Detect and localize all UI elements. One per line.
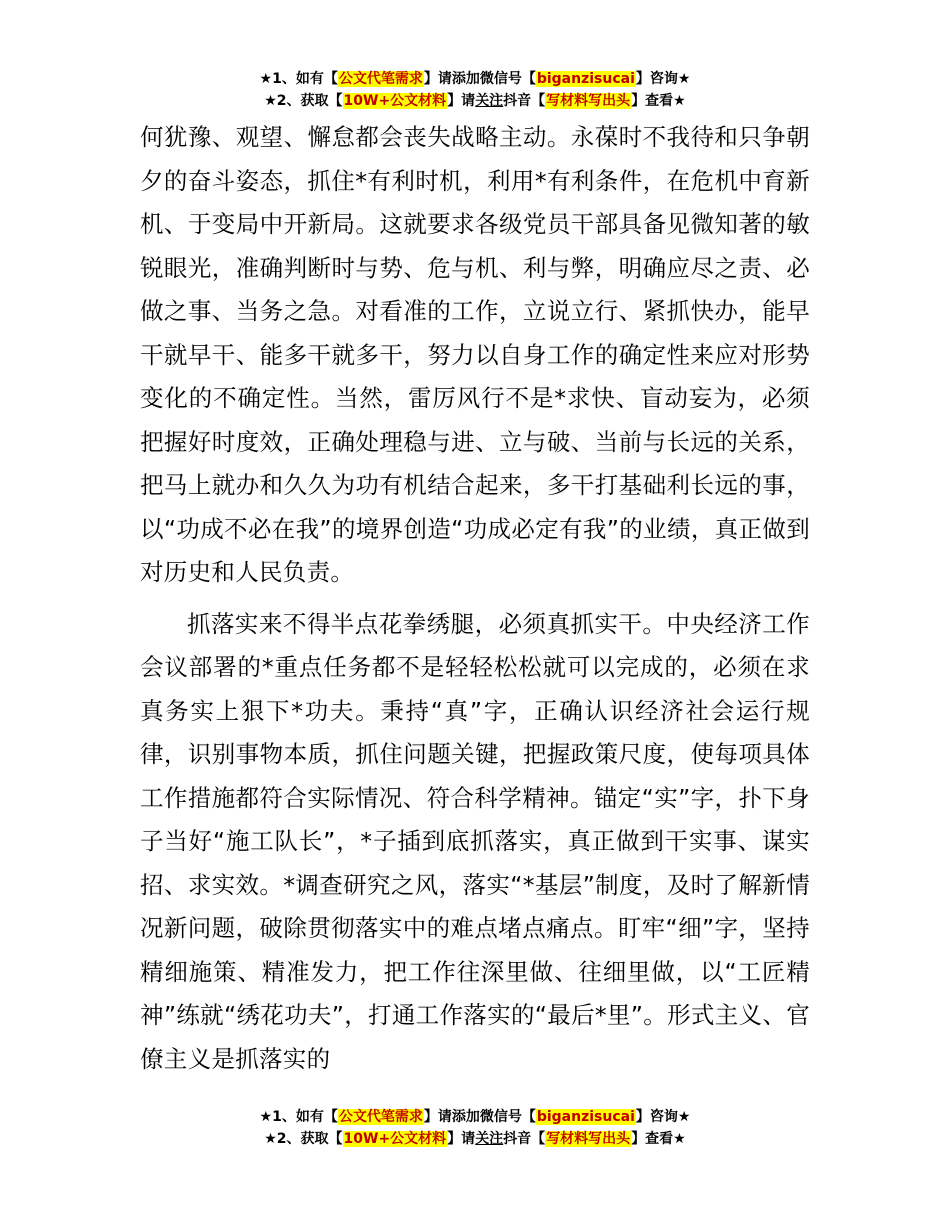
banner-text: ★2、获取【 <box>264 1131 343 1147</box>
banner-highlight: biganzisucai <box>536 1109 635 1125</box>
banner-text: 】咨询★ <box>635 1109 691 1125</box>
banner-text: 抖音【 <box>503 93 546 109</box>
banner-highlight: 10W+公文材料 <box>343 1131 447 1147</box>
banner-text: 抖音【 <box>503 1131 546 1147</box>
banner-text: 】查看★ <box>631 1131 686 1147</box>
banner-line-2 <box>0 1128 950 1150</box>
document-body <box>140 116 810 1081</box>
banner-text: ★1、如有【 <box>259 71 338 87</box>
banner-highlight: 10W+公文材料 <box>343 93 447 109</box>
top-banner <box>0 68 950 112</box>
banner-text: 】请 <box>447 1131 476 1147</box>
paragraph-2: 抓落实来不得半点花拳绣腿，必须真抓实干。中央经济工作会议部署的*重点任务都不是轻轻松松就可以完成的，必须在求真务实上狠下*功夫。秉持“真”字，正确认识经济社会运行规律，识别事物本质，抓住问题关键，把握政策尺度，使每项具体工作措施都符合实际情况、符合科学精神。锚定“实”字，扑下身子当好“施工队长”，*子插到底抓落实，真正做到干实事、谋实招、求实效。*调查研究之风，落实“*基层”制度，及时了解新情况新问题，破除贯彻落实中的难点堵点痛点。盯牢“细”字，坚持精细施策、精准发力，把工作往深里做、往细里做，以“工匠精神”练就“绣花功夫”，打通工作落实的“最后*里”。形式主义、官僚主义是抓落实的 <box>140 609 810 1073</box>
banner-text: ★1、如有【 <box>259 1109 338 1125</box>
banner-text: 】请 <box>447 93 476 109</box>
banner-text: 】查看★ <box>631 93 686 109</box>
banner-highlight: 写材料写出头 <box>546 93 631 109</box>
banner-line-1 <box>0 1106 950 1128</box>
paragraph-1: 何犹豫、观望、懈怠都会丧失战略主动。永葆时不我待和只争朝夕的奋斗姿态，抓住*有利时机，利用*有利条件，在危机中育新机、于变局中开新局。这就要求各级党员干部具备见微知著的敏锐眼光，准确判断时与势、危与机、利与弊，明确应尽之责、必做之事、当务之急。对看准的工作，立说立行、紧抓快办，能早干就早干、能多干就多干，努力以自身工作的确定性来应对形势变化的不确定性。当然，雷厉风行不是*求快、盲动妄为，必须把握好时度效，正确处理稳与进、立与破、当前与长远的关系，把马上就办和久久为功有机结合起来，多干打基础利长远的事，以“功成不必在我”的境界创造“功成必定有我”的业绩，真正做到对历史和人民负责。 <box>140 123 810 586</box>
banner-underlined-text: 关注 <box>475 93 504 109</box>
banner-highlight: 公文代笔需求 <box>338 71 423 87</box>
banner-underlined-text: 关注 <box>475 1131 504 1147</box>
banner-highlight: 写材料写出头 <box>546 1131 631 1147</box>
banner-highlight: 公文代笔需求 <box>338 1109 423 1125</box>
banner-text: 】咨询★ <box>635 71 691 87</box>
banner-text: 】请添加微信号【 <box>423 1109 536 1125</box>
banner-text: 】请添加微信号【 <box>423 71 536 87</box>
banner-line-2 <box>0 90 950 112</box>
banner-text: ★2、获取【 <box>264 93 343 109</box>
banner-line-1 <box>0 68 950 90</box>
banner-highlight: biganzisucai <box>536 71 635 87</box>
bottom-banner <box>0 1106 950 1150</box>
